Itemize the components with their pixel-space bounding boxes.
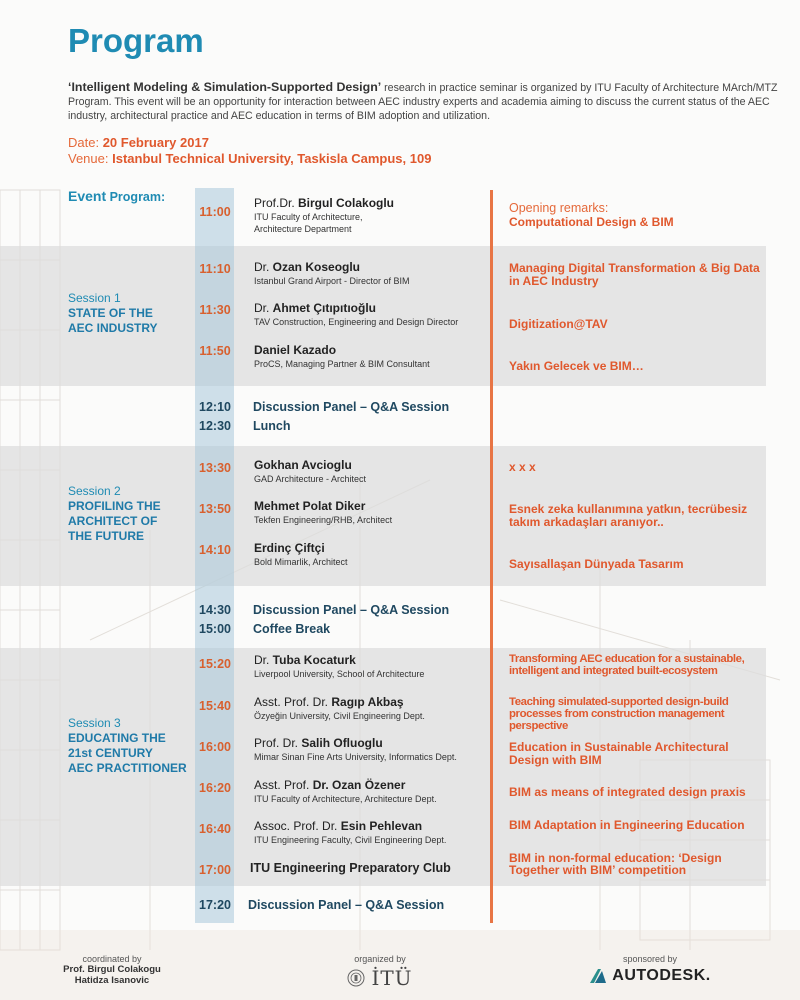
session-name: 21st CENTURY (68, 746, 153, 760)
speaker-name: Tuba Kocaturk (272, 653, 356, 667)
sponsor (580, 954, 720, 985)
speaker-title: Prof.Dr. (254, 196, 299, 210)
slot-time: 16:40 (199, 822, 231, 836)
event-venue (68, 151, 431, 166)
speaker-affiliation: GAD Architecture - Architect (254, 474, 367, 484)
talk-title: Managing Digital Transformation & Big Data in AEC Industry (509, 261, 760, 288)
speaker-name: Ozan Koseoglu (272, 260, 361, 274)
opening-speaker (254, 196, 394, 235)
talk-title: BIM Adaptation in Engineering Education (509, 818, 745, 832)
slot-time: 17:20 (199, 898, 231, 912)
speaker-affiliation: Bold Mimarlik, Architect (254, 557, 348, 567)
slot-time: 12:30 (199, 419, 231, 433)
talk-title: BIM as means of integrated design praxis (509, 785, 746, 799)
talk-title: BIM in non-formal education: ‘Design Together with BIM’ competition (509, 851, 722, 877)
speaker-name: Ragıp Akbaş (331, 695, 404, 709)
speaker (254, 260, 410, 287)
speaker-title: Prof. Dr. (254, 736, 302, 750)
speaker-title: Dr. (254, 260, 273, 274)
slot-time: 17:00 (199, 863, 231, 877)
event-program-heading-a: Event (68, 188, 107, 204)
opening-time: 11:00 (199, 205, 231, 219)
talk-title: Esnek zeka kullanımına yatkın, tecrübesiz takım arkadaşları aranıyor.. (509, 502, 748, 529)
speaker-title: Asst. Prof. Dr. (254, 695, 332, 709)
speaker-title: Asst. Prof. (254, 778, 313, 792)
speaker-affiliation: ITU Faculty of Architecture, (254, 212, 363, 222)
speaker-affiliation: Istanbul Grand Airport - Director of BIM (254, 276, 410, 286)
session-name: AEC INDUSTRY (68, 321, 158, 335)
talk-title: Yakın Gelecek ve BIM… (509, 359, 644, 373)
slot-time: 11:10 (199, 262, 231, 276)
speaker-affiliation: Tekfen Engineering/RHB, Architect (254, 515, 393, 525)
speaker (254, 499, 392, 526)
speaker-affiliation: Architecture Department (254, 224, 352, 234)
session-number: Session 2 (68, 484, 121, 498)
coordinators (62, 954, 162, 986)
session-number: Session 1 (68, 291, 121, 305)
speaker-title: Assoc. Prof. Dr. (254, 819, 341, 833)
speaker-name: Mehmet Polat Diker (254, 499, 366, 513)
itu-seal-icon (347, 969, 365, 987)
session-name: PROFILING THE (68, 499, 161, 513)
slot-time: 15:00 (199, 622, 231, 636)
event-program-heading-b: Program: (106, 190, 166, 204)
talk-title: Sayısallaşan Dünyada Tasarım (509, 557, 684, 571)
speaker-name: Dr. Ozan Özener (312, 778, 406, 792)
speaker-name: Erdinç Çiftçi (254, 541, 325, 555)
session-name: STATE OF THE (68, 306, 153, 320)
panel-item: Discussion Panel – Q&A Session (248, 898, 445, 912)
organized-by-label: organized by (354, 954, 406, 964)
speaker (254, 301, 458, 328)
speaker-name: Daniel Kazado (254, 343, 337, 357)
session-name: AEC PRACTITIONER (68, 761, 187, 775)
slot-time: 12:10 (199, 400, 231, 414)
slot-time: 14:10 (199, 543, 231, 557)
date-value: 20 February 2017 (102, 135, 209, 150)
slot-time: 11:50 (199, 344, 231, 358)
speaker-title: Dr. (254, 653, 273, 667)
coordinator-name: Prof. Birgul Colakogu (63, 964, 161, 975)
speaker-affiliation: ITU Faculty of Architecture, Architecture Dept. (254, 794, 437, 804)
divider-line (490, 190, 493, 923)
date-label: Date: (68, 135, 103, 150)
slot-time: 14:30 (199, 603, 231, 617)
autodesk-logo-icon (589, 968, 607, 984)
panel-item: Lunch (253, 419, 291, 433)
slot-time: 13:50 (199, 502, 231, 516)
session-name: THE FUTURE (68, 529, 144, 543)
talk-title: Transforming AEC education for a sustainable, intelligent and integrated built-ecosystem (509, 653, 745, 677)
speaker (254, 653, 424, 680)
talk-title: Digitization@TAV (509, 317, 608, 331)
slot-time: 15:40 (199, 699, 231, 713)
talk-title: x x x (509, 460, 536, 474)
speaker (254, 541, 348, 568)
speaker-name: ITU Engineering Preparatory Club (250, 861, 451, 875)
speaker-name: Esin Pehlevan (340, 819, 423, 833)
event-program-heading (68, 188, 165, 204)
sponsored-by-label: sponsored by (622, 954, 678, 964)
autodesk-logo: AUTODESK. (612, 967, 711, 984)
itu-logo: İTÜ (371, 966, 413, 990)
speaker-title: Dr. (254, 301, 273, 315)
opening-remarks-label: Opening remarks: (509, 201, 609, 215)
panel-item: Coffee Break (253, 622, 331, 636)
talk-title: Education in Sustainable Architectural Design with BIM (509, 740, 729, 767)
talk-title: Teaching simulated-supported design-build processes from construction management perspective (509, 696, 729, 732)
session-3-label (68, 716, 187, 776)
speaker-affiliation: Mimar Sinan Fine Arts University, Informatics Dept. (254, 752, 457, 762)
session-1-label (68, 291, 158, 336)
organizer (330, 954, 430, 990)
speaker-affiliation: TAV Construction, Engineering and Design Director (254, 317, 459, 327)
slot-time: 13:30 (199, 461, 231, 475)
intro-paragraph (68, 80, 780, 123)
slot-time: 15:20 (199, 657, 231, 671)
speaker (254, 458, 366, 485)
speaker-affiliation: Özyeğin University, Civil Engineering Dept. (254, 711, 425, 721)
panel-item: Discussion Panel – Q&A Session (253, 603, 450, 617)
speaker-affiliation: Liverpool University, School of Architecture (254, 669, 425, 679)
speaker (254, 736, 457, 763)
speaker-name: Birgul Colakoglu (298, 196, 395, 210)
page-title: Program (68, 22, 204, 59)
venue-label: Venue: (68, 151, 113, 166)
coordinator-name: Hatidza Isanovic (74, 975, 150, 986)
seminar-title: ‘Intelligent Modeling & Simulation-Supported Design’ (68, 80, 382, 94)
session-2-label (68, 484, 161, 544)
speaker-name: Salih Ofluoglu (301, 736, 383, 750)
coordinated-by-label: coordinated by (82, 954, 142, 964)
event-date (68, 135, 209, 150)
session-number: Session 3 (68, 716, 121, 730)
speaker-name: Gokhan Avcioglu (254, 458, 352, 472)
slot-time: 11:30 (199, 303, 231, 317)
slot-time: 16:00 (199, 740, 231, 754)
intro-text: research in practice seminar is organized by ITU Faculty of Architecture MArch/MTZ Program. This event will be an opportunity for interaction between AEC industry experts and academia aiming to discuss the current status of the AEC industry, architectural practice and AEC education in terms of BIM adoption and utilization. (68, 82, 778, 122)
speaker-affiliation: ITU Engineering Faculty, Civil Engineering Dept. (254, 835, 447, 845)
speaker-name: Ahmet Çıtıpıtıoğlu (272, 301, 376, 315)
speaker (254, 778, 437, 805)
speaker-affiliation: ProCS, Managing Partner & BIM Consultant (254, 359, 430, 369)
panel-item: Discussion Panel – Q&A Session (253, 400, 450, 414)
opening-talk-title: Computational Design & BIM (509, 215, 674, 229)
session-name: EDUCATING THE (68, 731, 166, 745)
venue-value: Istanbul Technical University, Taskisla Campus, 109 (112, 151, 432, 166)
session-name: ARCHITECT OF (68, 514, 158, 528)
slot-time: 16:20 (199, 781, 231, 795)
speaker (254, 819, 446, 846)
speaker (254, 343, 430, 370)
speaker (254, 695, 425, 722)
